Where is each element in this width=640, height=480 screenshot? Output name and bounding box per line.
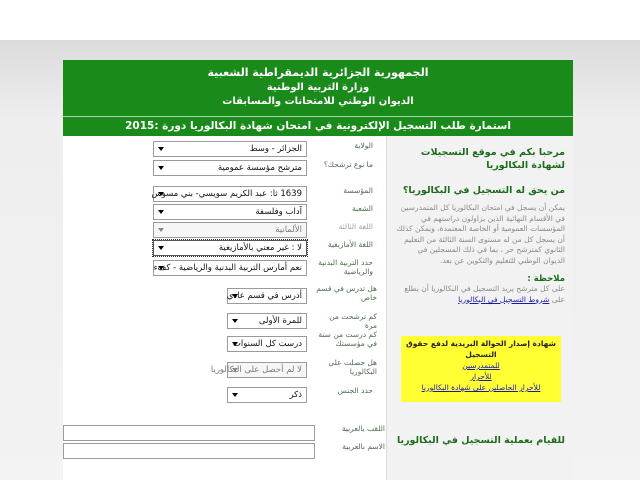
chevron-down-icon (232, 294, 238, 298)
row-branch (63, 204, 373, 222)
sport-select[interactable] (153, 260, 307, 276)
row-wilaya (63, 141, 373, 159)
registration-process-heading: للقيام بعملية التسجيل في البكالوريا (396, 435, 565, 446)
school-value: 1639 ثا: عبد الكريم سويسي- بني مسوس (151, 189, 302, 199)
chevron-down-icon (158, 210, 164, 214)
row-lastname (63, 424, 385, 442)
form-title-bar: استمارة طلب التسجيل الإلكترونية في امتحان شهادة البكالوريا دورة :2015 (63, 116, 573, 136)
gender-select[interactable] (227, 387, 307, 403)
branch-select[interactable] (153, 204, 307, 220)
row-has-bac (63, 358, 377, 380)
lastname-input[interactable] (63, 425, 315, 441)
note-text: على كل مترشح يريد التسجيل في البكالوريا أن يطلع على (404, 284, 565, 304)
type-value: مترشح مؤسسة عمومية (217, 163, 302, 173)
lastname-label: اللقب بالعربية (341, 424, 385, 433)
row-special-class (63, 284, 377, 310)
lang3-value: الألمانية (275, 225, 302, 235)
special-class-value: أدرس في قسم عادي (226, 291, 302, 301)
sport-label: حدد التربية البدنية والرياضية (318, 258, 373, 276)
row-sport (63, 258, 373, 282)
postal-order-box (401, 336, 561, 402)
chevron-down-icon (158, 246, 164, 250)
who-can-register-text: يمكن أن يسجل في امتحان البكالوريا كل المتمدرسين في الأقسام النهائية الذين يزاولون دراستهم في المؤسسات العمومية أو الخاصة المعتمدة، ويمكن كذلك أن يسجل كل من له مستوى السنة الثالثة من التعليم الثانوي كمترشح حر ، بما في ذلك المسجلين في الديوان الوطني للتعليم والتكوين عن بعد. (396, 203, 565, 265)
chevron-down-icon (158, 192, 164, 196)
school-select[interactable] (153, 186, 307, 202)
special-class-select[interactable] (227, 288, 307, 304)
sport-value: نعم أمارس التربية البدنية والرياضية - كفء (153, 263, 302, 273)
postal-order-link-students[interactable]: للمتمدرسين (462, 361, 500, 370)
row-years (63, 330, 377, 356)
gender-label: حدد الجنس (337, 386, 373, 395)
attempts-value: للمرة الأولى (258, 316, 302, 326)
attempts-select[interactable] (227, 313, 307, 329)
amazigh-value: لا : غير معني بالأمازيغية (218, 243, 302, 253)
row-amazigh (63, 240, 373, 258)
wilaya-select[interactable] (153, 141, 307, 157)
header-banner (63, 60, 573, 116)
postal-order-link-free[interactable]: للأحرار (470, 372, 492, 381)
chevron-down-icon (232, 342, 238, 346)
registration-form (63, 136, 385, 480)
row-gender (63, 386, 373, 404)
firstname-input[interactable] (63, 443, 315, 459)
postal-order-title: شهادة إصدار الحوالة البريدية لدفع حقوق التسجيل (406, 339, 556, 359)
type-label: ما نوع ترشحك؟ (323, 160, 373, 169)
attempts-label: كم ترشحت من مرة (329, 312, 377, 330)
school-label: المؤسسة (343, 186, 373, 195)
branch-value: آداب وفلسفة (255, 207, 302, 217)
years-value: درست كل السنوات (232, 339, 302, 349)
has-bac-value: لا لم أحصل على البكالوريا (210, 365, 302, 375)
chevron-down-icon (158, 266, 164, 270)
third-language-select[interactable] (153, 222, 307, 238)
has-bac-label: هل حصلت على البكالوريا (328, 358, 377, 376)
note-block (395, 284, 565, 305)
chevron-down-icon (158, 228, 164, 232)
gender-value: ذكر (289, 390, 302, 400)
special-class-label: هل تدرس في قسم خاص (316, 284, 377, 302)
candidate-type-select[interactable] (153, 160, 307, 176)
who-can-register-heading: من يحق له التسجيل في البكالوريا؟ (402, 185, 565, 196)
chevron-down-icon (158, 147, 164, 151)
header-line-ministry: وزارة التربية الوطنية (266, 82, 370, 93)
welcome-heading: مرحبا بكم في موقع التسجيلات لشهادة البكالوريا (420, 147, 565, 171)
amazigh-select[interactable] (153, 240, 307, 256)
wilaya-value: الجزائر - وسط (249, 144, 302, 154)
header-line-office: الديوان الوطني للامتحانات والمسابقات (222, 96, 414, 107)
info-sidebar (386, 136, 573, 480)
chevron-down-icon (232, 319, 238, 323)
header-line-republic: الجمهورية الجزائرية الديمقراطية الشعبية (207, 66, 429, 79)
row-firstname (63, 442, 385, 460)
row-lang3 (63, 222, 373, 240)
chevron-down-icon (232, 368, 238, 372)
wilaya-label: الولاية (354, 141, 373, 150)
chevron-down-icon (232, 393, 238, 397)
firstname-label: الاسم بالعربية (342, 442, 385, 451)
top-blank-area (0, 0, 640, 40)
branch-label: الشعبة (352, 204, 373, 213)
years-label: كم درست من سنة في مؤسستك (318, 330, 377, 348)
has-bac-select[interactable] (210, 362, 307, 378)
row-school (63, 186, 373, 204)
registration-conditions-link[interactable]: شروط التسجيل في البكالوريا (458, 294, 550, 304)
years-select[interactable] (227, 336, 307, 352)
chevron-down-icon (158, 166, 164, 170)
lang3-label: اللغة الثالثة (338, 222, 373, 231)
registration-page (63, 60, 573, 480)
amazigh-label: اللغة الأمازيغية (327, 240, 373, 249)
note-heading: ملاحظة : (527, 274, 565, 284)
row-attempts (63, 312, 377, 330)
postal-order-link-bac-holders[interactable]: للأحرار الحاصلين على شهادة البكالوريا (421, 383, 541, 392)
row-type (63, 160, 373, 178)
